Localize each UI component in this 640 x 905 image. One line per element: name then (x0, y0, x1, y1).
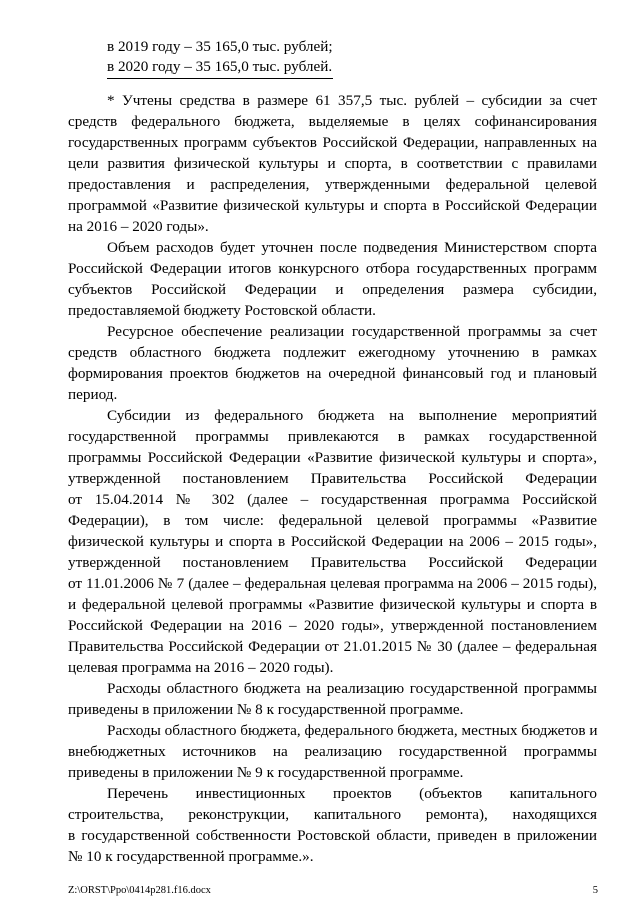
budget-line-2020: в 2020 году – 35 165,0 тыс. рублей. (107, 58, 333, 75)
text-line: Расходы областного бюджета, федерального бюджета, местных бюджетов и (107, 722, 598, 739)
text-line: Российской Федерации на 2016 – 2020 годы», утвержденной постановлением (68, 617, 597, 634)
text-line: Расходы областного бюджета на реализацию государственной программы (107, 680, 597, 697)
text-line: целевая программа на 2016 – 2020 годы). (68, 659, 334, 676)
text-line: приведены в приложении № 9 к государственной программе. (68, 764, 464, 781)
budget-line-2019: в 2019 году – 35 165,0 тыс. рублей; (107, 38, 333, 55)
text-line: от 15.04.2014 № 302 (далее – государственная программа Российской (68, 491, 597, 508)
text-line: программы Российской Федерации «Развитие физической культуры и спорта», (68, 449, 597, 466)
text-line: Субсидии из федерального бюджета на выполнение мероприятий (107, 407, 597, 424)
text-line: приведены в приложении № 8 к государственной программе. (68, 701, 464, 718)
text-line: Перечень инвестиционных проектов (объектов капитального (107, 785, 597, 802)
text-line: цели развития физической культуры и спорта, в соответствии с правилами (68, 155, 597, 172)
text-line: программой «Развитие физической культуры и спорта в Российской Федерации (68, 197, 597, 214)
text-line: на 2016 – 2020 годы». (68, 218, 209, 235)
text-line: Федерации), в том числе: федеральной целевой программы «Развитие (68, 512, 597, 529)
text-line: предоставляемой бюджету Ростовской области. (68, 302, 376, 319)
text-line: формирования проектов бюджетов на очередной финансовый год и плановый (68, 365, 597, 382)
text-line: утвержденной постановлением Правительства Российской Федерации (68, 554, 597, 571)
footnote-separator (107, 78, 333, 79)
text-line: государственной программы привлекаются в рамках государственной (68, 428, 597, 445)
footer-file-path: Z:\ORST\Ppo\0414p281.f16.docx (68, 885, 211, 896)
text-line: Правительства Российской Федерации от 21.01.2015 № 30 (далее – федеральная (68, 638, 597, 655)
text-line: Объем расходов будет уточнен после подведения Министерством спорта (107, 239, 597, 256)
page-number: 5 (592, 885, 598, 896)
text-line: и федеральной целевой программы «Развитие физической культуры и спорта в (68, 596, 597, 613)
text-line: период. (68, 386, 118, 403)
text-line: средств федерального бюджета, выделяемые в целях софинансирования (68, 113, 597, 130)
text-line: физической культуры и спорта в Российской Федерации на 2006 – 2015 годы», (68, 533, 597, 550)
text-line: Российской Федерации итогов конкурсного отбора государственных программ (68, 260, 597, 277)
text-line: предоставления и распределения, утвержденными федеральной целевой (68, 176, 597, 193)
text-line: утвержденной постановлением Правительства Российской Федерации (68, 470, 597, 487)
text-line: субъектов Российской Федерации и определения размера субсидии, (68, 281, 597, 298)
text-line: от 11.01.2006 № 7 (далее – федеральная целевая программа на 2006 – 2015 годы), (68, 575, 597, 592)
text-line: внебюджетных источников на реализацию государственной программы (68, 743, 597, 760)
text-line: в государственной собственности Ростовской области, приведен в приложении (68, 827, 597, 844)
text-line: Ресурсное обеспечение реализации государственной программы за счет (107, 323, 597, 340)
text-line: государственных программ субъектов Российской Федерации, направленных на (68, 134, 597, 151)
text-line: строительства, реконструкции, капитального ремонта), находящихся (68, 806, 597, 823)
text-line: средств областного бюджета подлежит ежегодному уточнению в рамках (68, 344, 597, 361)
text-line: № 10 к государственной программе.». (68, 848, 314, 865)
text-line: * Учтены средства в размере 61 357,5 тыс. рублей – субсидии за счет (107, 92, 597, 109)
